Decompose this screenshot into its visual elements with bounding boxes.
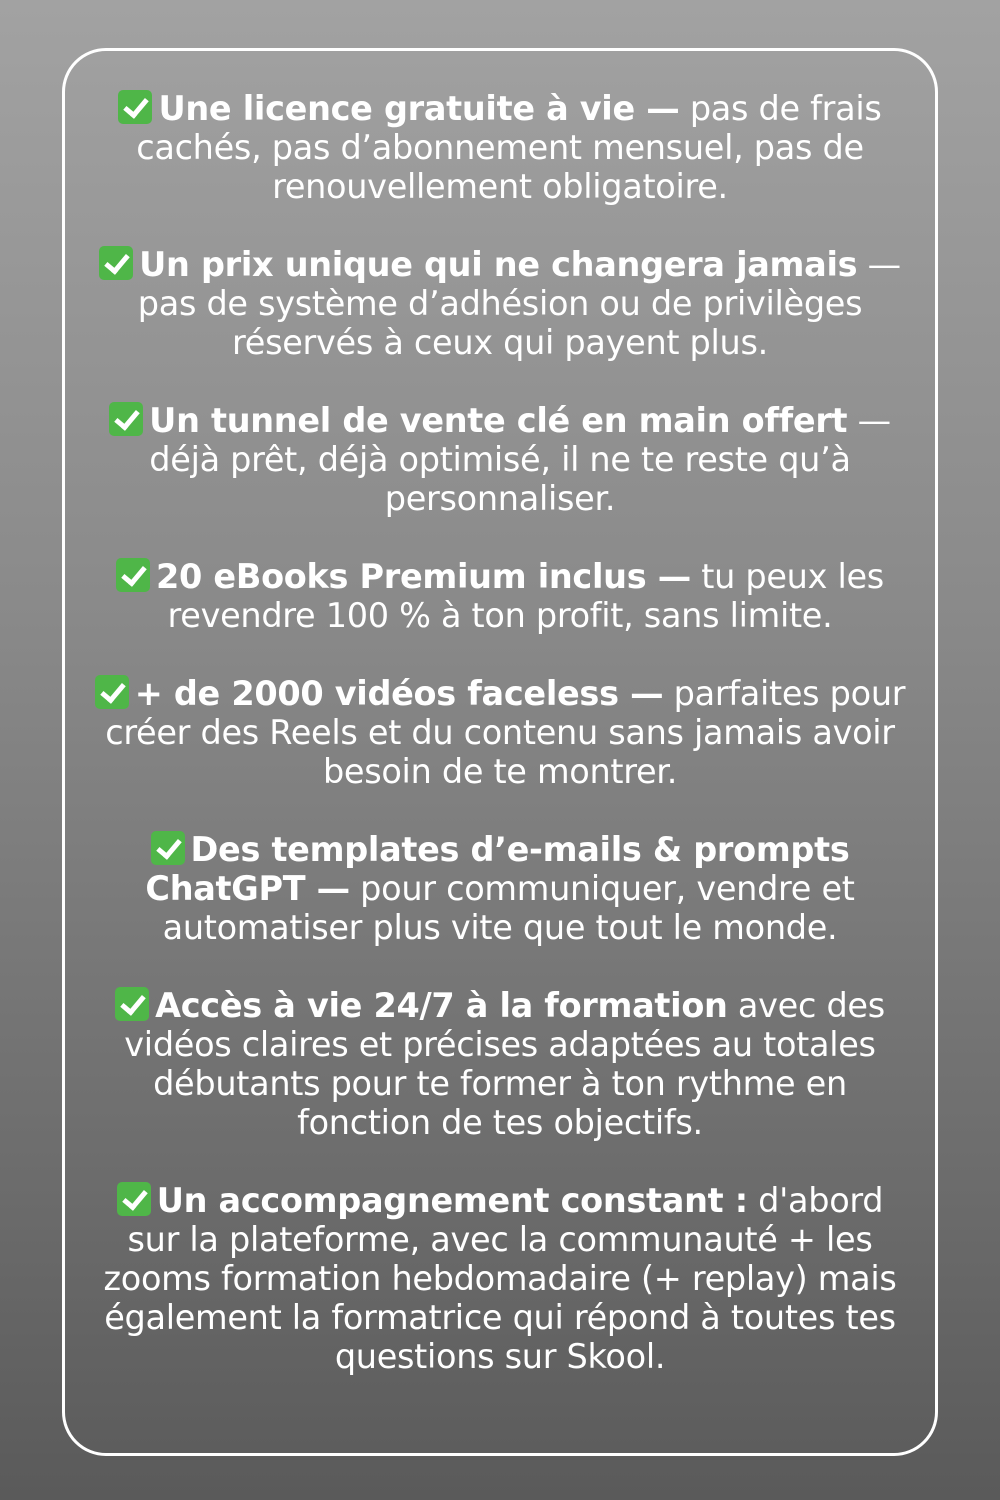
feature-description: pour communiquer, vendre et automatiser plus vite que tout le monde.: [162, 869, 855, 947]
feature-title: Accès à vie 24/7 à la formation: [155, 986, 728, 1025]
feature-description: pas de frais cachés, pas d’abonnement mensuel, pas de renouvellement obligatoire.: [136, 89, 882, 206]
check-mark-icon: [109, 402, 143, 436]
feature-description: d'abord sur la plateforme, avec la communauté + les zooms formation hebdomadaire (+ replay) mais également la formatrice qui répond à toutes tes questions sur Skool.: [103, 1181, 897, 1376]
feature-item-ebooks: [87, 557, 913, 635]
check-mark-icon: [118, 90, 152, 124]
feature-item-lifetime-access: [87, 986, 913, 1142]
feature-title: + de 2000 vidéos faceless —: [134, 674, 664, 713]
check-mark-icon: [115, 987, 149, 1021]
check-mark-icon: [117, 1182, 151, 1216]
feature-item-support: [87, 1181, 913, 1376]
feature-title: Un tunnel de vente clé en main offert: [149, 401, 848, 440]
feature-description: — déjà prêt, déjà optimisé, il ne te reste qu’à personnaliser.: [149, 401, 891, 518]
feature-description: avec des vidéos claires et précises adaptées au totales débutants pour te former à ton rythme en fonction de tes objectifs.: [124, 986, 885, 1142]
feature-title: Un accompagnement constant :: [156, 1181, 748, 1220]
features-card: [62, 48, 938, 1456]
feature-item-sales-funnel: [87, 401, 913, 518]
check-mark-icon: [151, 831, 185, 865]
check-mark-icon: [95, 675, 129, 709]
check-mark-icon: [99, 246, 133, 280]
feature-item-templates-prompts: [87, 830, 913, 947]
feature-item-lifetime-license: [87, 89, 913, 206]
feature-title: Des templates d’e-mails & prompts ChatGPT —: [145, 830, 850, 908]
feature-title: 20 eBooks Premium inclus —: [156, 557, 691, 596]
feature-description: tu peux les revendre 100 % à ton profit, sans limite.: [167, 557, 884, 635]
feature-item-faceless-videos: [87, 674, 913, 791]
feature-description: — pas de système d’adhésion ou de privilèges réservés à ceux qui payent plus.: [137, 245, 901, 362]
feature-title: Une licence gratuite à vie —: [158, 89, 680, 128]
check-mark-icon: [116, 558, 150, 592]
feature-title: Un prix unique qui ne changera jamais: [139, 245, 858, 284]
feature-item-single-price: [87, 245, 913, 362]
feature-description: parfaites pour créer des Reels et du contenu sans jamais avoir besoin de te montrer.: [105, 674, 906, 791]
